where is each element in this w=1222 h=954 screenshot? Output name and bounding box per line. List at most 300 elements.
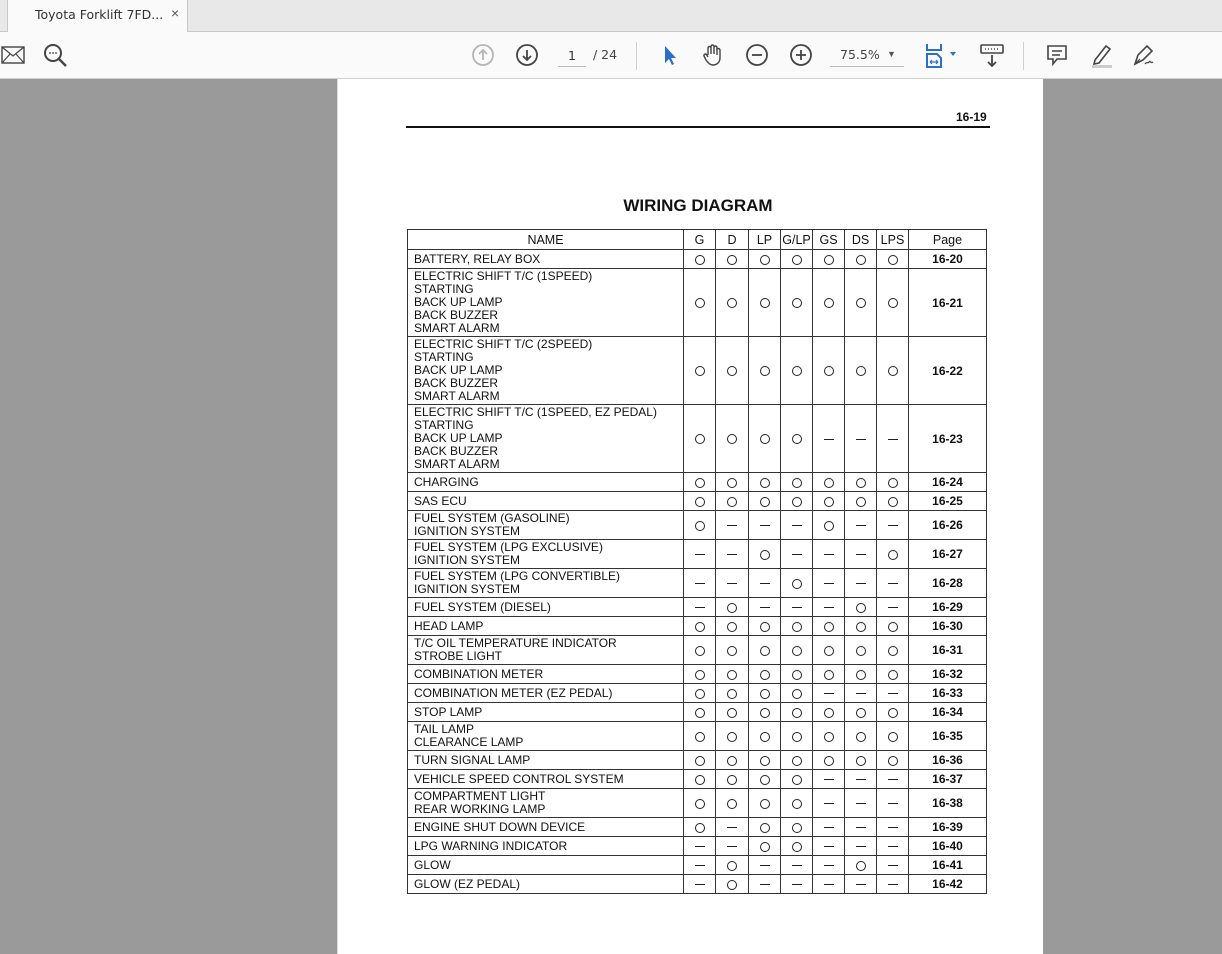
tab-bar bbox=[0, 0, 1222, 32]
document-tab[interactable] bbox=[7, 0, 188, 32]
applicability-cell bbox=[749, 540, 781, 569]
applicable-circle-icon bbox=[856, 732, 866, 742]
applicability-cell bbox=[845, 636, 877, 665]
page-number-label: 16-19 bbox=[956, 110, 987, 124]
row-name-line: CLEARANCE LAMP bbox=[414, 735, 524, 749]
page-reference: 16-40 bbox=[909, 837, 987, 856]
row-name bbox=[408, 770, 684, 789]
applicability-cell bbox=[845, 856, 877, 875]
applicability-cell bbox=[813, 875, 845, 894]
row-name-line: ELECTRIC SHIFT T/C (2SPEED) bbox=[414, 337, 593, 351]
applicability-cell bbox=[877, 722, 909, 751]
not-applicable-dash-icon bbox=[856, 803, 866, 804]
page-reference: 16-31 bbox=[909, 636, 987, 665]
applicability-cell bbox=[749, 269, 781, 337]
not-applicable-dash-icon bbox=[888, 779, 898, 780]
applicable-circle-icon bbox=[856, 497, 866, 507]
table-row bbox=[408, 751, 987, 770]
row-name-line: HEAD LAMP bbox=[414, 618, 484, 633]
row-name bbox=[408, 337, 684, 405]
page-reference: 16-21 bbox=[909, 269, 987, 337]
table-row bbox=[408, 875, 987, 894]
applicability-cell bbox=[845, 337, 877, 405]
row-name-line: LPG WARNING INDICATOR bbox=[414, 838, 568, 853]
not-applicable-dash-icon bbox=[760, 607, 770, 608]
applicability-cell bbox=[877, 269, 909, 337]
not-applicable-dash-icon bbox=[856, 693, 866, 694]
document-viewport[interactable] bbox=[0, 79, 1222, 954]
applicability-cell bbox=[716, 492, 749, 511]
applicability-cell bbox=[749, 722, 781, 751]
not-applicable-dash-icon bbox=[727, 583, 737, 584]
hand-tool-icon[interactable] bbox=[700, 42, 726, 68]
chevron-down-icon: ▼ bbox=[887, 49, 896, 59]
table-row bbox=[408, 569, 987, 598]
not-applicable-dash-icon bbox=[856, 846, 866, 847]
applicability-cell bbox=[813, 818, 845, 837]
table-row bbox=[408, 665, 987, 684]
applicability-cell bbox=[877, 492, 909, 511]
applicable-circle-icon bbox=[792, 622, 802, 632]
not-applicable-dash-icon bbox=[824, 607, 834, 608]
applicable-circle-icon bbox=[727, 603, 737, 613]
page-reference: 16-26 bbox=[909, 511, 987, 540]
not-applicable-dash-icon bbox=[760, 884, 770, 885]
row-name-line: VEHICLE SPEED CONTROL SYSTEM bbox=[414, 771, 624, 786]
applicable-circle-icon bbox=[792, 708, 802, 718]
applicability-cell bbox=[781, 617, 813, 636]
applicable-circle-icon bbox=[792, 756, 802, 766]
applicability-cell bbox=[781, 473, 813, 492]
applicability-cell bbox=[813, 511, 845, 540]
applicability-cell bbox=[877, 511, 909, 540]
applicable-circle-icon bbox=[792, 497, 802, 507]
applicable-circle-icon bbox=[695, 775, 705, 785]
applicability-cell bbox=[813, 684, 845, 703]
applicable-circle-icon bbox=[792, 366, 802, 376]
comment-icon[interactable] bbox=[1044, 42, 1070, 68]
applicability-cell bbox=[877, 789, 909, 818]
applicability-cell bbox=[684, 569, 716, 598]
row-name-line: SAS ECU bbox=[414, 493, 467, 508]
row-name bbox=[408, 250, 684, 269]
applicable-circle-icon bbox=[792, 689, 802, 699]
toolbar-divider bbox=[1023, 42, 1024, 70]
prev-page-icon[interactable] bbox=[470, 42, 496, 68]
applicability-cell bbox=[813, 598, 845, 617]
table-row bbox=[408, 250, 987, 269]
applicability-cell bbox=[749, 856, 781, 875]
table-row bbox=[408, 511, 987, 540]
applicability-cell bbox=[813, 473, 845, 492]
row-name bbox=[408, 684, 684, 703]
row-name-line: SMART ALARM bbox=[414, 321, 500, 335]
fit-page-icon[interactable] bbox=[922, 42, 962, 68]
applicability-cell bbox=[684, 337, 716, 405]
applicability-cell bbox=[749, 473, 781, 492]
applicable-circle-icon bbox=[727, 366, 737, 376]
applicable-circle-icon bbox=[792, 646, 802, 656]
applicable-circle-icon bbox=[760, 732, 770, 742]
not-applicable-dash-icon bbox=[888, 803, 898, 804]
applicability-cell bbox=[684, 492, 716, 511]
table-row bbox=[408, 269, 987, 337]
not-applicable-dash-icon bbox=[856, 884, 866, 885]
applicability-cell bbox=[813, 269, 845, 337]
not-applicable-dash-icon bbox=[824, 439, 834, 440]
zoom-out-icon[interactable] bbox=[744, 42, 770, 68]
applicable-circle-icon bbox=[727, 880, 737, 890]
applicability-cell bbox=[845, 269, 877, 337]
applicable-circle-icon bbox=[888, 756, 898, 766]
applicable-circle-icon bbox=[760, 708, 770, 718]
applicability-cell bbox=[877, 617, 909, 636]
applicability-cell bbox=[877, 665, 909, 684]
email-icon[interactable] bbox=[0, 42, 26, 68]
applicability-cell bbox=[781, 703, 813, 722]
applicability-cell bbox=[684, 511, 716, 540]
applicability-cell bbox=[781, 250, 813, 269]
row-name-line: COMPARTMENT LIGHT bbox=[414, 789, 546, 803]
page-reference: 16-34 bbox=[909, 703, 987, 722]
applicability-cell bbox=[749, 492, 781, 511]
not-applicable-dash-icon bbox=[824, 803, 834, 804]
applicability-cell bbox=[781, 875, 813, 894]
not-applicable-dash-icon bbox=[792, 525, 802, 526]
column-header: G/LP bbox=[781, 230, 813, 250]
applicability-cell bbox=[845, 665, 877, 684]
row-name-line: CHARGING bbox=[414, 474, 479, 489]
applicable-circle-icon bbox=[824, 521, 834, 531]
applicable-circle-icon bbox=[888, 478, 898, 488]
applicability-cell bbox=[781, 569, 813, 598]
table-row bbox=[408, 837, 987, 856]
applicability-cell bbox=[877, 751, 909, 770]
row-name bbox=[408, 492, 684, 511]
not-applicable-dash-icon bbox=[695, 865, 705, 866]
row-name bbox=[408, 818, 684, 837]
applicability-cell bbox=[716, 405, 749, 473]
applicability-cell bbox=[845, 703, 877, 722]
table-row bbox=[408, 856, 987, 875]
page-reference: 16-30 bbox=[909, 617, 987, 636]
applicable-circle-icon bbox=[792, 823, 802, 833]
toolbar-divider bbox=[636, 42, 637, 70]
applicable-circle-icon bbox=[856, 255, 866, 265]
applicable-circle-icon bbox=[760, 646, 770, 656]
applicability-cell bbox=[877, 837, 909, 856]
row-name-line: IGNITION SYSTEM bbox=[414, 582, 521, 596]
page-reference: 16-29 bbox=[909, 598, 987, 617]
not-applicable-dash-icon bbox=[695, 554, 705, 555]
applicable-circle-icon bbox=[695, 823, 705, 833]
applicability-cell bbox=[684, 540, 716, 569]
applicable-circle-icon bbox=[888, 670, 898, 680]
highlight-icon[interactable] bbox=[1088, 42, 1114, 68]
table-row bbox=[408, 492, 987, 511]
column-header: LP bbox=[749, 230, 781, 250]
applicability-cell bbox=[845, 818, 877, 837]
applicable-circle-icon bbox=[824, 366, 834, 376]
not-applicable-dash-icon bbox=[824, 779, 834, 780]
column-header: DS bbox=[845, 230, 877, 250]
row-name-line: TURN SIGNAL LAMP bbox=[414, 752, 531, 767]
applicable-circle-icon bbox=[824, 670, 834, 680]
zoom-level-dropdown[interactable] bbox=[830, 43, 904, 67]
applicability-cell bbox=[781, 269, 813, 337]
applicable-circle-icon bbox=[695, 521, 705, 531]
not-applicable-dash-icon bbox=[824, 827, 834, 828]
applicable-circle-icon bbox=[888, 622, 898, 632]
row-name bbox=[408, 875, 684, 894]
table-body bbox=[408, 250, 987, 894]
close-tab-icon[interactable]: × bbox=[171, 5, 180, 21]
row-name bbox=[408, 703, 684, 722]
applicability-cell bbox=[877, 636, 909, 665]
not-applicable-dash-icon bbox=[760, 865, 770, 866]
applicable-circle-icon bbox=[695, 434, 705, 444]
applicability-cell bbox=[877, 770, 909, 789]
applicable-circle-icon bbox=[695, 366, 705, 376]
applicable-circle-icon bbox=[695, 255, 705, 265]
not-applicable-dash-icon bbox=[824, 865, 834, 866]
applicability-cell bbox=[845, 569, 877, 598]
applicability-cell bbox=[684, 473, 716, 492]
row-name-line: BACK BUZZER bbox=[414, 444, 499, 458]
applicability-cell bbox=[749, 598, 781, 617]
applicability-cell bbox=[781, 598, 813, 617]
applicability-cell bbox=[877, 473, 909, 492]
page-reference: 16-38 bbox=[909, 789, 987, 818]
row-name bbox=[408, 511, 684, 540]
applicability-cell bbox=[781, 818, 813, 837]
applicability-cell bbox=[684, 617, 716, 636]
applicable-circle-icon bbox=[824, 756, 834, 766]
applicable-circle-icon bbox=[727, 732, 737, 742]
applicability-cell bbox=[716, 722, 749, 751]
row-name-line: STARTING bbox=[414, 418, 474, 432]
applicable-circle-icon bbox=[856, 646, 866, 656]
applicability-cell bbox=[716, 540, 749, 569]
row-name-line: GLOW (EZ PEDAL) bbox=[414, 876, 521, 891]
applicable-circle-icon bbox=[695, 646, 705, 656]
applicable-circle-icon bbox=[727, 756, 737, 766]
applicability-cell bbox=[781, 722, 813, 751]
applicable-circle-icon bbox=[792, 579, 802, 589]
not-applicable-dash-icon bbox=[695, 607, 705, 608]
row-name bbox=[408, 598, 684, 617]
not-applicable-dash-icon bbox=[695, 846, 705, 847]
row-name-line: COMBINATION METER bbox=[414, 666, 544, 681]
applicable-circle-icon bbox=[695, 478, 705, 488]
header-rule bbox=[406, 126, 990, 128]
applicability-cell bbox=[749, 818, 781, 837]
applicability-cell bbox=[684, 722, 716, 751]
row-name bbox=[408, 540, 684, 569]
applicability-cell bbox=[877, 684, 909, 703]
applicable-circle-icon bbox=[888, 497, 898, 507]
row-name-line: BACK BUZZER bbox=[414, 376, 499, 390]
column-header: G bbox=[684, 230, 716, 250]
applicable-circle-icon bbox=[824, 708, 834, 718]
wiring-diagram-table bbox=[407, 229, 987, 894]
applicable-circle-icon bbox=[792, 670, 802, 680]
zoom-in-icon[interactable] bbox=[788, 42, 814, 68]
sign-icon[interactable] bbox=[1131, 42, 1157, 68]
row-name-line: SMART ALARM bbox=[414, 389, 500, 403]
row-name-line: STARTING bbox=[414, 282, 474, 296]
applicability-cell bbox=[781, 540, 813, 569]
applicability-cell bbox=[716, 684, 749, 703]
applicability-cell bbox=[781, 684, 813, 703]
applicability-cell bbox=[877, 337, 909, 405]
applicability-cell bbox=[749, 405, 781, 473]
applicability-cell bbox=[684, 837, 716, 856]
applicable-circle-icon bbox=[760, 366, 770, 376]
applicability-cell bbox=[749, 875, 781, 894]
table-row bbox=[408, 818, 987, 837]
applicable-circle-icon bbox=[792, 434, 802, 444]
applicability-cell bbox=[716, 337, 749, 405]
applicable-circle-icon bbox=[792, 775, 802, 785]
applicable-circle-icon bbox=[727, 622, 737, 632]
applicability-cell bbox=[716, 636, 749, 665]
row-name-line: BACK UP LAMP bbox=[414, 431, 503, 445]
applicability-cell bbox=[877, 569, 909, 598]
applicability-cell bbox=[716, 770, 749, 789]
row-name bbox=[408, 617, 684, 636]
applicability-cell bbox=[716, 703, 749, 722]
next-page-icon[interactable] bbox=[514, 42, 540, 68]
column-header: NAME bbox=[408, 230, 684, 250]
applicability-cell bbox=[684, 875, 716, 894]
applicability-cell bbox=[749, 789, 781, 818]
page-reference: 16-28 bbox=[909, 569, 987, 598]
not-applicable-dash-icon bbox=[727, 525, 737, 526]
page-reference: 16-24 bbox=[909, 473, 987, 492]
applicability-cell bbox=[716, 250, 749, 269]
not-applicable-dash-icon bbox=[792, 607, 802, 608]
applicable-circle-icon bbox=[727, 708, 737, 718]
applicable-circle-icon bbox=[856, 861, 866, 871]
applicable-circle-icon bbox=[856, 622, 866, 632]
applicability-cell bbox=[845, 751, 877, 770]
applicability-cell bbox=[813, 665, 845, 684]
page-reference: 16-23 bbox=[909, 405, 987, 473]
applicability-cell bbox=[813, 569, 845, 598]
table-row bbox=[408, 337, 987, 405]
applicability-cell bbox=[781, 337, 813, 405]
not-applicable-dash-icon bbox=[888, 693, 898, 694]
row-name bbox=[408, 473, 684, 492]
applicable-circle-icon bbox=[695, 799, 705, 809]
applicability-cell bbox=[813, 770, 845, 789]
applicable-circle-icon bbox=[727, 298, 737, 308]
scroll-mode-icon[interactable] bbox=[978, 42, 1006, 68]
applicability-cell bbox=[845, 405, 877, 473]
search-icon[interactable] bbox=[42, 42, 68, 68]
not-applicable-dash-icon bbox=[824, 693, 834, 694]
applicability-cell bbox=[781, 770, 813, 789]
row-name-line: T/C OIL TEMPERATURE INDICATOR bbox=[414, 636, 617, 650]
applicable-circle-icon bbox=[760, 478, 770, 488]
applicable-circle-icon bbox=[760, 550, 770, 560]
applicability-cell bbox=[684, 703, 716, 722]
row-name-line: IGNITION SYSTEM bbox=[414, 524, 521, 538]
applicability-cell bbox=[716, 789, 749, 818]
applicability-cell bbox=[845, 684, 877, 703]
select-tool-icon[interactable] bbox=[657, 42, 683, 68]
row-name-line: STARTING bbox=[414, 350, 474, 364]
row-name bbox=[408, 636, 684, 665]
applicability-cell bbox=[845, 250, 877, 269]
row-name-line: SMART ALARM bbox=[414, 457, 500, 471]
column-header: LPS bbox=[877, 230, 909, 250]
not-applicable-dash-icon bbox=[888, 846, 898, 847]
not-applicable-dash-icon bbox=[856, 779, 866, 780]
applicable-circle-icon bbox=[760, 434, 770, 444]
applicable-circle-icon bbox=[824, 497, 834, 507]
applicability-cell bbox=[877, 856, 909, 875]
table-row bbox=[408, 636, 987, 665]
applicable-circle-icon bbox=[760, 497, 770, 507]
applicable-circle-icon bbox=[792, 799, 802, 809]
page-reference: 16-32 bbox=[909, 665, 987, 684]
applicability-cell bbox=[845, 770, 877, 789]
row-name-line: ELECTRIC SHIFT T/C (1SPEED) bbox=[414, 269, 593, 283]
row-name-line: ELECTRIC SHIFT T/C (1SPEED, EZ PEDAL) bbox=[414, 405, 657, 419]
page-number-input[interactable] bbox=[558, 45, 586, 67]
not-applicable-dash-icon bbox=[760, 583, 770, 584]
applicable-circle-icon bbox=[760, 622, 770, 632]
applicability-cell bbox=[716, 473, 749, 492]
applicable-circle-icon bbox=[824, 732, 834, 742]
applicable-circle-icon bbox=[760, 799, 770, 809]
applicability-cell bbox=[845, 598, 877, 617]
not-applicable-dash-icon bbox=[792, 884, 802, 885]
applicability-cell bbox=[877, 540, 909, 569]
applicable-circle-icon bbox=[792, 478, 802, 488]
applicable-circle-icon bbox=[792, 732, 802, 742]
row-name bbox=[408, 751, 684, 770]
applicable-circle-icon bbox=[760, 756, 770, 766]
table-row bbox=[408, 703, 987, 722]
table-row bbox=[408, 405, 987, 473]
applicability-cell bbox=[845, 875, 877, 894]
applicability-cell bbox=[781, 837, 813, 856]
not-applicable-dash-icon bbox=[888, 884, 898, 885]
applicable-circle-icon bbox=[856, 708, 866, 718]
applicability-cell bbox=[684, 770, 716, 789]
not-applicable-dash-icon bbox=[888, 827, 898, 828]
column-header: D bbox=[716, 230, 749, 250]
applicable-circle-icon bbox=[727, 434, 737, 444]
applicable-circle-icon bbox=[856, 756, 866, 766]
applicability-cell bbox=[845, 540, 877, 569]
row-name bbox=[408, 405, 684, 473]
row-name-line: STOP LAMP bbox=[414, 704, 483, 719]
applicability-cell bbox=[716, 665, 749, 684]
applicable-circle-icon bbox=[824, 622, 834, 632]
not-applicable-dash-icon bbox=[792, 554, 802, 555]
not-applicable-dash-icon bbox=[824, 554, 834, 555]
row-name bbox=[408, 837, 684, 856]
applicability-cell bbox=[845, 837, 877, 856]
applicable-circle-icon bbox=[856, 478, 866, 488]
row-name-line: ENGINE SHUT DOWN DEVICE bbox=[414, 819, 586, 834]
applicability-cell bbox=[749, 665, 781, 684]
row-name bbox=[408, 789, 684, 818]
